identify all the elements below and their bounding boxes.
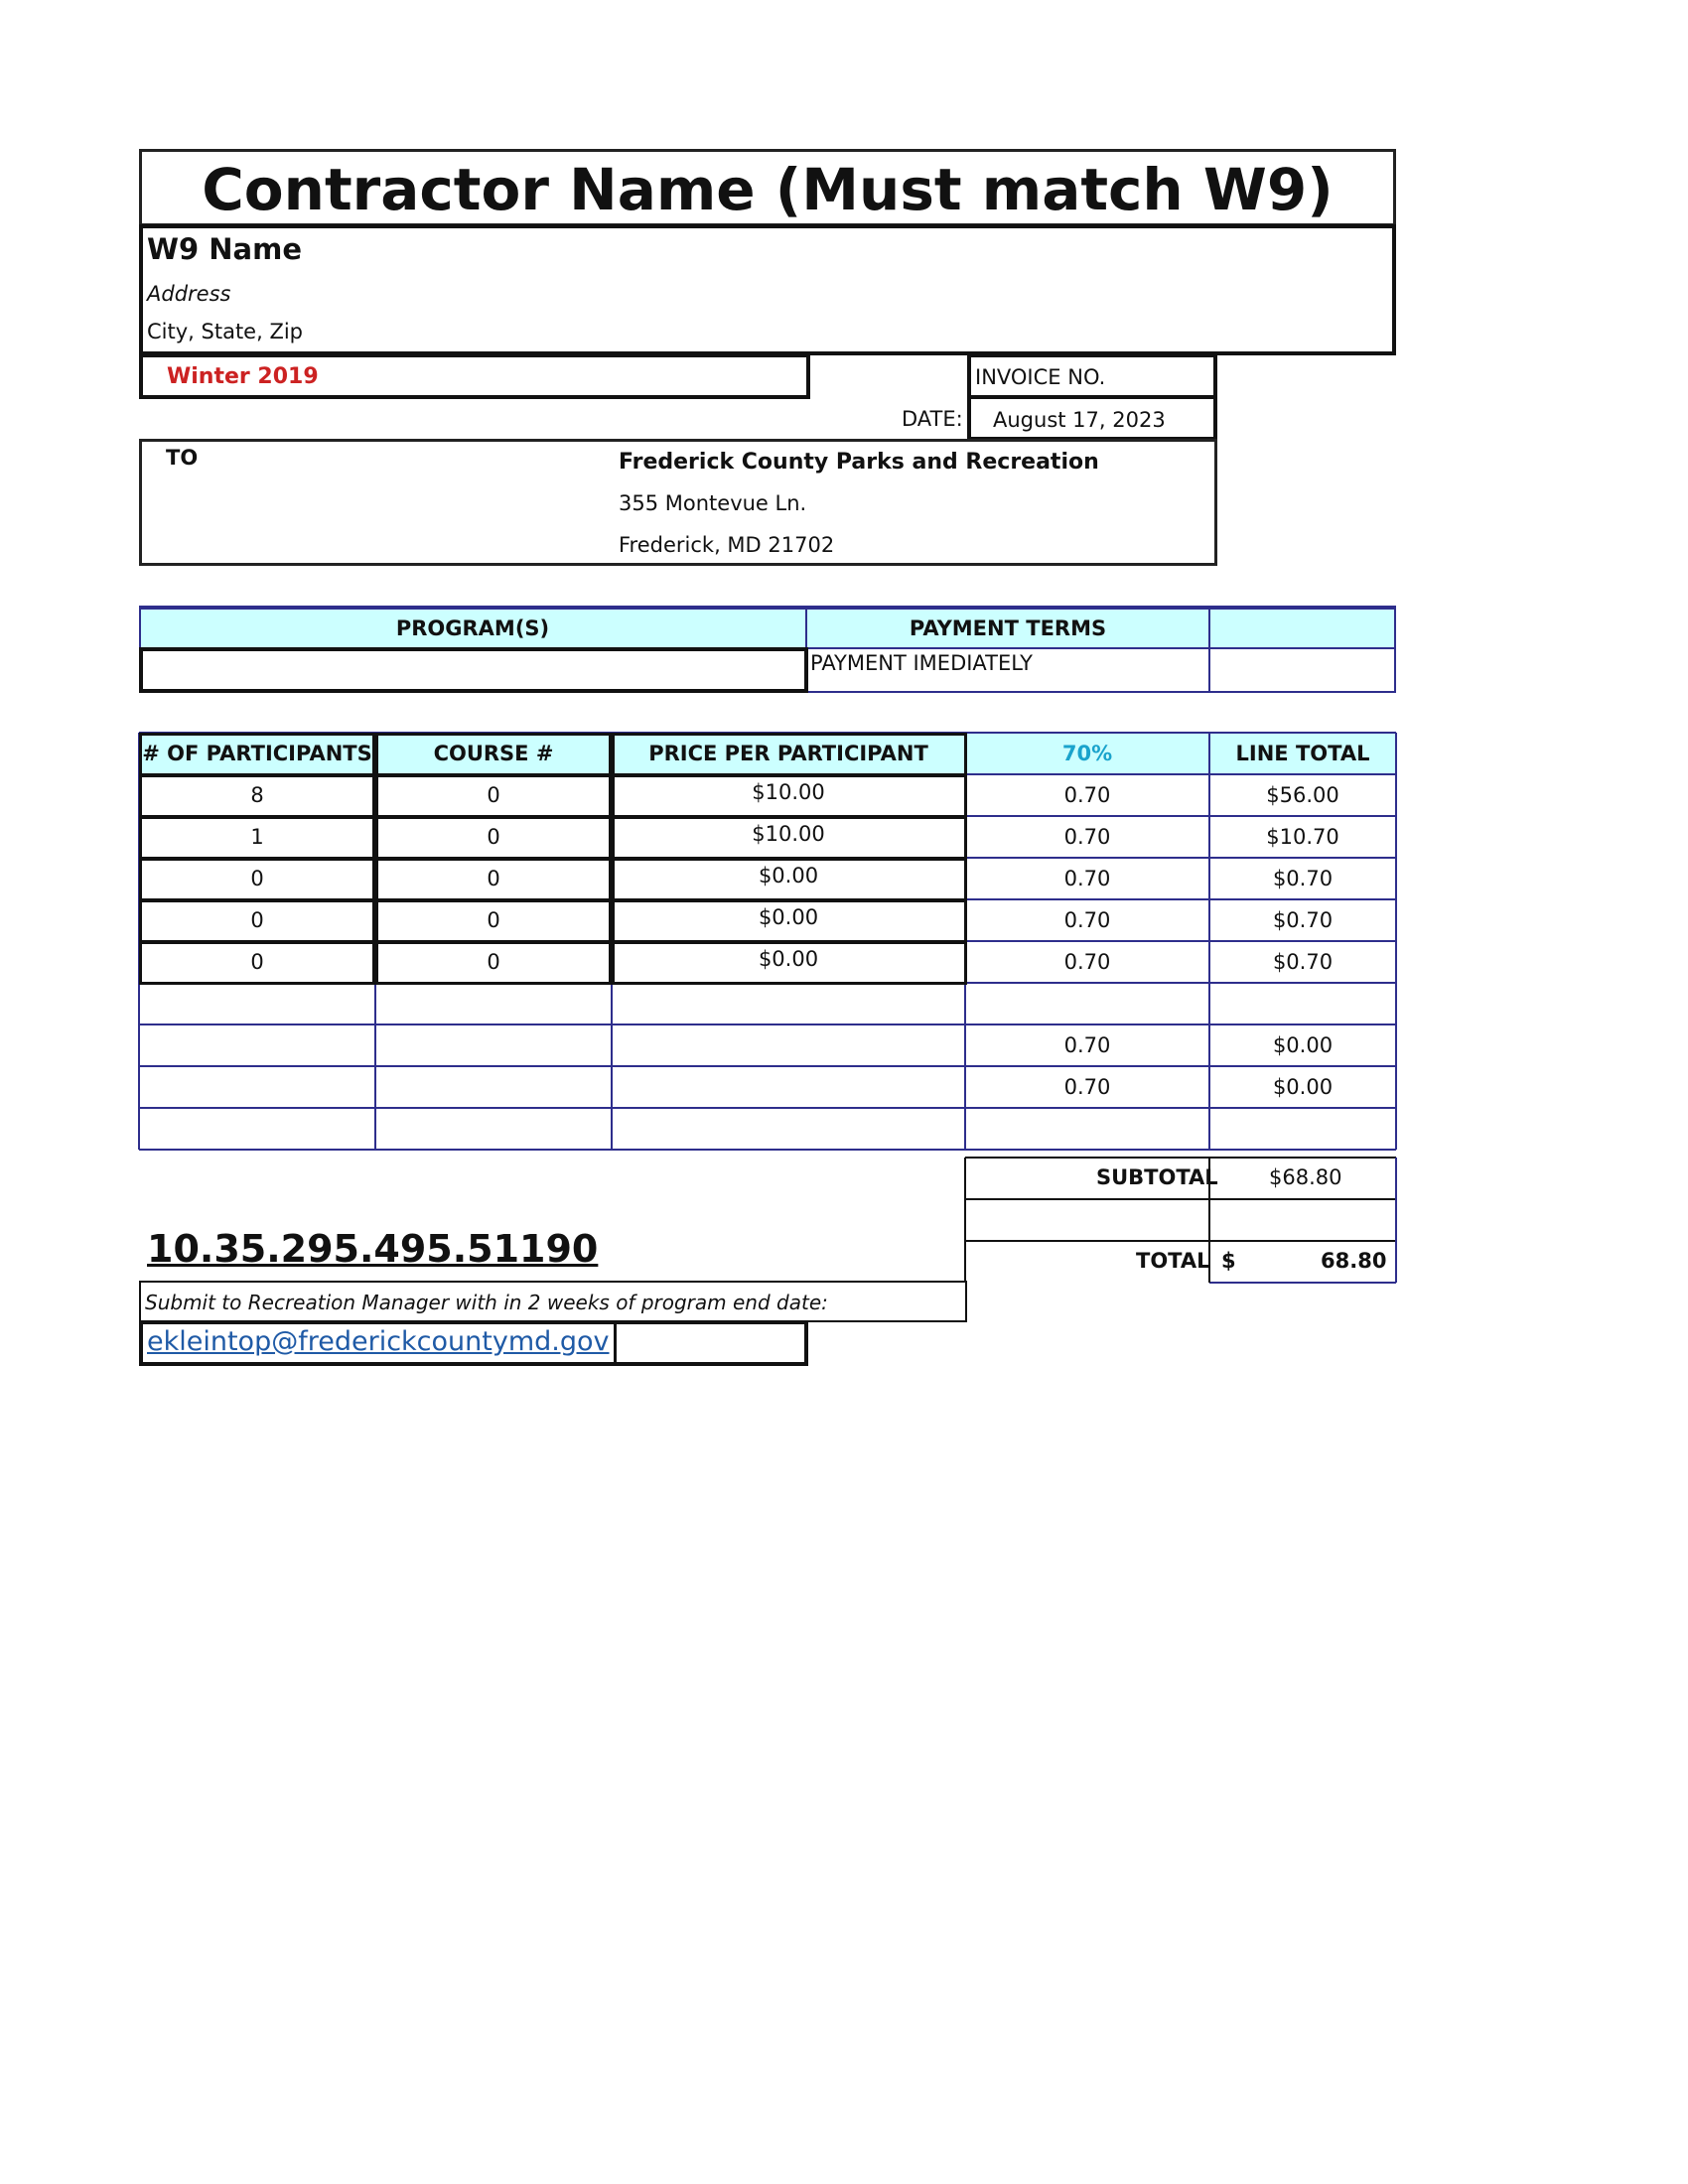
blank-bottom-line xyxy=(965,1240,1396,1242)
line-item-course-cell xyxy=(375,1066,612,1108)
line-item-rate-cell xyxy=(965,1108,1209,1150)
invoice-number-label: INVOICE NO. xyxy=(975,365,1106,389)
w9-name: W9 Name xyxy=(147,232,302,266)
line-item-course-cell: 0 xyxy=(487,908,500,932)
date-value: August 17, 2023 xyxy=(993,408,1166,432)
line-item-price-cell xyxy=(612,1108,965,1150)
submit-note: Submit to Recreation Manager with in 2 weeks of program end date: xyxy=(145,1291,828,1314)
line-item-course-cell xyxy=(375,1024,612,1066)
to-city: Frederick, MD 21702 xyxy=(619,533,835,557)
line-item-total-cell xyxy=(1209,1108,1396,1150)
line-item-price-cell xyxy=(612,1024,965,1066)
summary-right-line xyxy=(1395,1158,1397,1283)
line-item-rate-cell xyxy=(965,983,1209,1024)
line-item-price-cell: $0.00 xyxy=(758,905,819,929)
line-item-participants-cell xyxy=(139,1066,375,1108)
line-item-total-cell: $10.70 xyxy=(1266,825,1339,849)
to-organization: Frederick County Parks and Recreation xyxy=(619,450,1099,475)
email-box xyxy=(139,1320,808,1366)
subtotal-label: SUBTOTAL xyxy=(1096,1165,1218,1189)
line-item-price-cell: $10.00 xyxy=(752,822,825,846)
line-item-total-cell: $0.00 xyxy=(1272,1075,1334,1099)
email-link[interactable]: ekleintop@frederickcountymd.gov xyxy=(147,1326,610,1357)
line-item-rate-cell: 0.70 xyxy=(1063,1075,1111,1099)
line-item-participants-cell: 0 xyxy=(250,908,264,932)
total-bottom-line xyxy=(1209,1282,1396,1284)
line-item-course-cell: 0 xyxy=(487,783,500,807)
w9-city-state-zip: City, State, Zip xyxy=(147,320,303,343)
program-header: PROGRAM(S) xyxy=(395,616,550,640)
to-label: TO xyxy=(166,446,199,470)
line-item-course-cell: 0 xyxy=(487,867,500,890)
payment-terms-header: PAYMENT TERMS xyxy=(909,616,1107,640)
contractor-name-title: Contractor Name (Must match W9) xyxy=(202,156,1334,223)
w9-address: Address xyxy=(147,282,231,306)
line-item-total-cell: $0.70 xyxy=(1272,867,1334,890)
line-item-course-cell xyxy=(375,1108,612,1150)
line-item-rate-cell: 0.70 xyxy=(1063,1033,1111,1057)
line-item-total-cell xyxy=(1209,983,1396,1024)
line-items-header-course: COURSE # xyxy=(433,742,554,765)
line-item-participants-cell: 1 xyxy=(250,825,264,849)
line-items-header-percent: 70% xyxy=(1061,742,1113,765)
to-street: 355 Montevue Ln. xyxy=(619,491,807,515)
line-items-header-line-total: LINE TOTAL xyxy=(1235,742,1370,765)
line-item-rate-cell: 0.70 xyxy=(1063,783,1111,807)
line-item-course-cell: 0 xyxy=(487,825,500,849)
account-number: 10.35.295.495.51190 xyxy=(147,1227,599,1271)
line-items-header-price: PRICE PER PARTICIPANT xyxy=(648,742,928,765)
line-item-rate-cell: 0.70 xyxy=(1063,825,1111,849)
payment-terms-value: PAYMENT IMEDIATELY xyxy=(810,651,1033,675)
line-item-price-cell: $0.00 xyxy=(758,864,819,887)
summary-left-line xyxy=(964,1158,966,1283)
line-item-price-cell: $10.00 xyxy=(752,780,825,804)
line-item-total-cell: $0.70 xyxy=(1272,908,1334,932)
line-item-total-cell: $0.00 xyxy=(1272,1033,1334,1057)
line-item-rate-cell: 0.70 xyxy=(1063,950,1111,974)
email-box-divider xyxy=(614,1324,617,1362)
line-item-course-cell xyxy=(375,983,612,1024)
line-item-course-cell: 0 xyxy=(487,950,500,974)
line-items-header-participants: # OF PARTICIPANTS xyxy=(142,742,372,765)
line-item-participants-cell xyxy=(139,1024,375,1066)
season-label: Winter 2019 xyxy=(167,364,319,389)
line-item-participants-cell xyxy=(139,1108,375,1150)
line-item-total-cell: $0.70 xyxy=(1272,950,1334,974)
line-item-rate-cell: 0.70 xyxy=(1063,867,1111,890)
subtotal-top-line xyxy=(965,1157,1396,1159)
line-item-total-cell: $56.00 xyxy=(1266,783,1339,807)
total-currency: $ xyxy=(1221,1249,1236,1273)
line-item-participants-cell xyxy=(139,983,375,1024)
line-item-price-cell: $0.00 xyxy=(758,947,819,971)
line-item-price-cell xyxy=(612,1066,965,1108)
line-item-price-cell xyxy=(612,983,965,1024)
subtotal-value: $68.80 xyxy=(1269,1165,1342,1189)
submit-note-box xyxy=(139,1281,967,1322)
line-item-participants-cell: 0 xyxy=(250,867,264,890)
date-label: DATE: xyxy=(902,407,963,431)
subtotal-bottom-line xyxy=(965,1198,1396,1200)
line-item-participants-cell: 0 xyxy=(250,950,264,974)
line-item-rate-cell: 0.70 xyxy=(1063,908,1111,932)
total-value: 68.80 xyxy=(1321,1249,1387,1273)
total-label: TOTAL xyxy=(1136,1249,1210,1273)
line-item-participants-cell: 8 xyxy=(250,783,264,807)
